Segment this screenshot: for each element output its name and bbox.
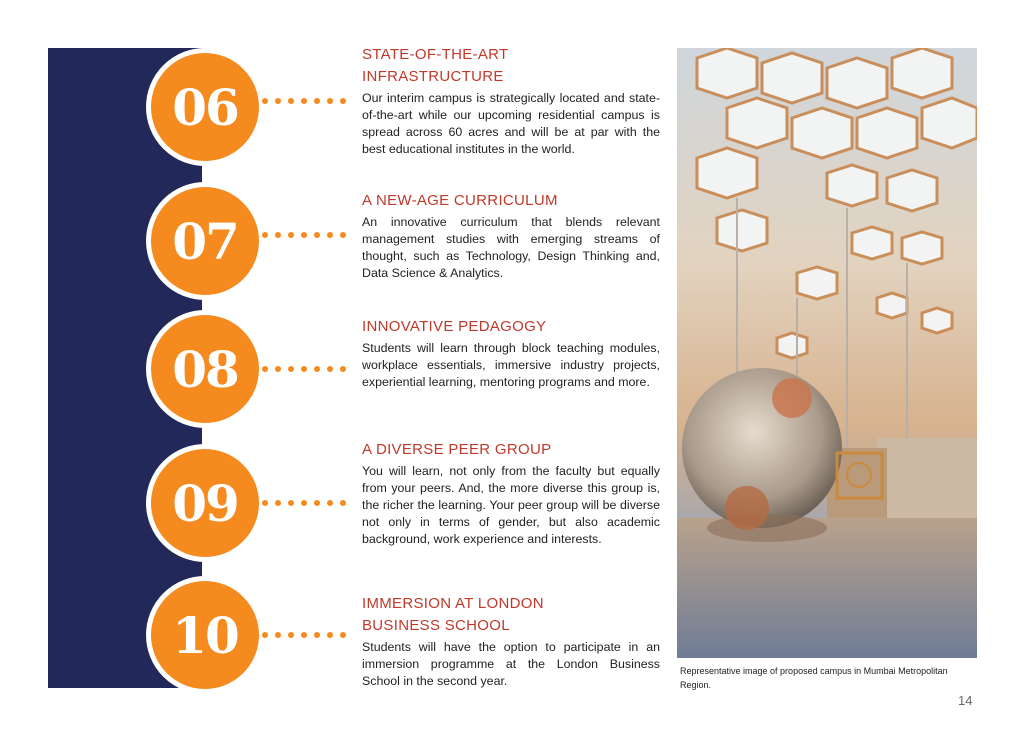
number-badge-09 — [146, 444, 264, 562]
campus-rendering-illustration — [677, 48, 977, 658]
section-pedagogy — [362, 316, 660, 391]
section-curriculum — [362, 190, 660, 282]
heading-line-1: STATE-OF-THE-ART — [362, 46, 509, 63]
number-badge-text: 10 — [172, 605, 238, 665]
number-badge-text: 06 — [172, 77, 238, 137]
section-body: Students will have the option to participate in an immersion programme at the London Business School in the second year. — [362, 640, 660, 688]
section-infrastructure — [362, 44, 660, 158]
page-number: 14 — [958, 693, 973, 708]
dotted-connector — [262, 231, 346, 239]
number-badge-10 — [146, 576, 264, 694]
dotted-connector — [262, 97, 346, 105]
section-heading — [362, 593, 660, 637]
number-badge-text: 08 — [172, 339, 238, 399]
section-heading: A DIVERSE PEER GROUP — [362, 441, 552, 458]
heading-line-2: INFRASTRUCTURE — [362, 68, 504, 85]
section-london-immersion — [362, 593, 660, 690]
section-heading: A NEW-AGE CURRICULUM — [362, 192, 558, 209]
campus-rendering-image — [677, 48, 977, 658]
dotted-connector — [262, 499, 346, 507]
section-heading — [362, 44, 660, 88]
heading-line-1: IMMERSION AT LONDON — [362, 595, 544, 612]
section-body: You will learn, not only from the faculty but equally from your peers. And, the more diverse this group is, the richer the learning. Your peer group will be diverse not only in terms of gender, but also academic background, work experience and interests. — [362, 464, 660, 546]
section-body: Students will learn through block teaching modules, workplace essentials, immersive industry projects, experiential learning, mentoring programs and more. — [362, 341, 660, 389]
section-body: An innovative curriculum that blends relevant management studies with emerging streams of thought, such as Technology, Design Thinking and, Data Science & Analytics. — [362, 215, 660, 280]
section-body: Our interim campus is strategically located and state-of-the-art while our upcoming residential campus is spread across 60 acres and will be at par with the best educational institutes in the world. — [362, 91, 660, 156]
number-badge-06 — [146, 48, 264, 166]
number-badge-text: 09 — [172, 473, 238, 533]
heading-line-2: BUSINESS SCHOOL — [362, 617, 510, 634]
section-heading: INNOVATIVE PEDAGOGY — [362, 318, 547, 335]
number-badge-08 — [146, 310, 264, 428]
section-peer-group — [362, 439, 660, 548]
number-badge-text: 07 — [172, 211, 238, 271]
dotted-connector — [262, 365, 346, 373]
dotted-connector — [262, 631, 346, 639]
number-badge-07 — [146, 182, 264, 300]
image-caption: Representative image of proposed campus in Mumbai Metropolitan Region. — [680, 666, 948, 690]
